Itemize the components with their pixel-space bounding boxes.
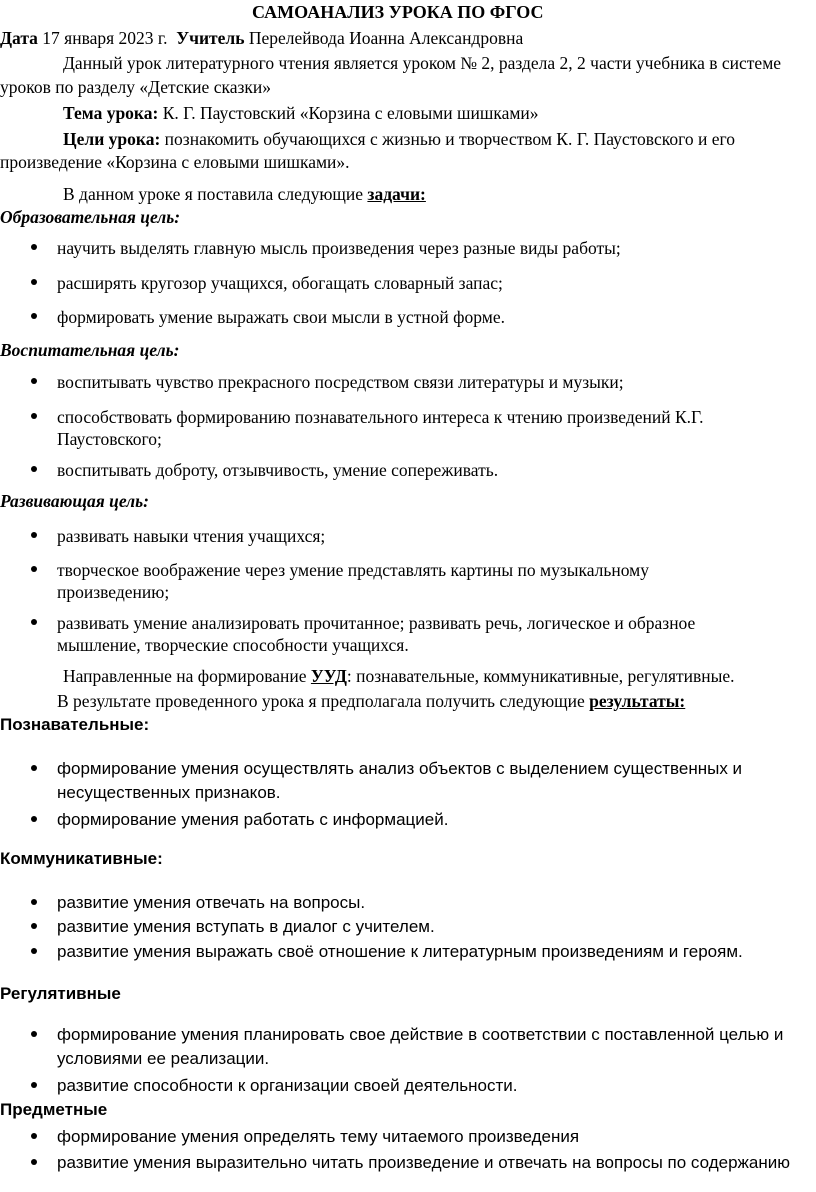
bullet-icon bbox=[31, 923, 37, 929]
goals-label: Цели урока: bbox=[63, 129, 161, 149]
bullet-icon bbox=[31, 566, 37, 572]
list-item: развитие умения выражать своё отношение к литературным произведениям и героям. bbox=[57, 942, 743, 961]
list-item: развитие способности к организации своей деятельности. bbox=[57, 1076, 518, 1095]
goals-line-2: произведение «Корзина с еловыми шишками». bbox=[0, 152, 350, 172]
cog-heading: Познавательные: bbox=[0, 715, 150, 734]
list-item-continuation: Паустовского; bbox=[57, 429, 162, 449]
list-item-continuation: произведению; bbox=[57, 582, 170, 602]
topic-value: К. Г. Паустовский «Корзина с еловыми шишками» bbox=[162, 103, 539, 123]
bullet-icon bbox=[31, 244, 37, 250]
list-item: формировать умение выражать свои мысли в устной форме. bbox=[57, 307, 505, 327]
list-item: воспитывать доброту, отзывчивость, умение сопереживать. bbox=[57, 460, 499, 480]
uud-prefix: Направленные на формирование bbox=[63, 666, 307, 686]
list-item: развитие умения выразительно читать произведение и отвечать на вопросы по содержанию bbox=[57, 1153, 790, 1172]
bullet-icon bbox=[31, 378, 37, 384]
list-item: воспитывать чувство прекрасного посредством связи литературы и музыки; bbox=[57, 372, 624, 392]
bullet-icon bbox=[31, 1082, 37, 1088]
list-item: расширять кругозор учащихся, обогащать словарный запас; bbox=[57, 273, 503, 293]
date-teacher-line bbox=[0, 27, 523, 49]
bullet-icon bbox=[31, 466, 37, 472]
list-item: формирование умения планировать свое действие в соответствии с поставленной целью и bbox=[57, 1025, 784, 1044]
list-item: развивать умение анализировать прочитанное; развивать речь, логическое и образное bbox=[57, 613, 696, 633]
results-word: результаты: bbox=[589, 691, 686, 711]
topic-line bbox=[63, 102, 539, 124]
topic-label: Тема урока: bbox=[63, 103, 159, 123]
bullet-icon bbox=[31, 899, 37, 905]
tasks-word: задачи: bbox=[367, 184, 426, 204]
bullet-icon bbox=[31, 765, 37, 771]
intro-line-2: уроков по разделу «Детские сказки» bbox=[0, 77, 271, 97]
bullet-icon bbox=[31, 413, 37, 419]
bullet-icon bbox=[31, 1133, 37, 1139]
reg-heading: Регулятивные bbox=[0, 984, 121, 1003]
goals-value: познакомить обучающихся с жизнью и творчеством К. Г. Паустовского и его bbox=[164, 129, 735, 149]
list-item: развивать навыки чтения учащихся; bbox=[57, 526, 326, 546]
uud-word: УУД bbox=[310, 666, 347, 686]
bullet-icon bbox=[31, 1159, 37, 1165]
list-item-continuation: несущественных признаков. bbox=[57, 783, 281, 802]
tasks-line bbox=[63, 183, 426, 205]
bullet-icon bbox=[31, 279, 37, 285]
dev-heading: Развивающая цель: bbox=[0, 491, 149, 511]
edu-heading: Образовательная цель: bbox=[0, 207, 181, 227]
results-line bbox=[57, 690, 685, 712]
date-label: Дата bbox=[0, 28, 38, 48]
bullet-icon bbox=[31, 619, 37, 625]
list-item: формирование умения определять тему читаемого произведения bbox=[57, 1127, 580, 1146]
list-item: развитие умения вступать в диалог с учителем. bbox=[57, 917, 435, 936]
list-item: способствовать формированию познавательного интереса к чтению произведений К.Г. bbox=[57, 407, 704, 427]
list-item: формирование умения работать с информацией. bbox=[57, 810, 449, 829]
bullet-icon bbox=[31, 532, 37, 538]
upbr-heading: Воспитательная цель: bbox=[0, 340, 180, 360]
results-prefix: В результате проведенного урока я предполагала получить следующие bbox=[57, 691, 585, 711]
tasks-prefix: В данном уроке я поставила следующие bbox=[63, 184, 364, 204]
bullet-icon bbox=[31, 816, 37, 822]
goals-line-1 bbox=[63, 128, 735, 150]
bullet-icon bbox=[31, 948, 37, 954]
bullet-icon bbox=[31, 313, 37, 319]
list-item-continuation: условиями ее реализации. bbox=[57, 1049, 270, 1068]
list-item: творческое воображение через умение представлять картины по музыкальному bbox=[57, 560, 650, 580]
list-item: формирование умения осуществлять анализ объектов с выделением существенных и bbox=[57, 759, 743, 778]
date-value: 17 января 2023 г. bbox=[42, 28, 168, 48]
uud-line bbox=[63, 665, 735, 687]
list-item: научить выделять главную мысль произведения через разные виды работы; bbox=[57, 238, 621, 258]
list-item-continuation: мышление, творческие способности учащихся. bbox=[57, 635, 409, 655]
comm-heading: Коммуникативные: bbox=[0, 849, 163, 868]
teacher-label: Учитель bbox=[176, 28, 245, 48]
intro-line-1: Данный урок литературного чтения является уроком № 2, раздела 2, 2 части учебника в системе bbox=[63, 53, 782, 73]
subj-heading: Предметные bbox=[0, 1100, 108, 1119]
list-item: развитие умения отвечать на вопросы. bbox=[57, 893, 366, 912]
teacher-value: Перелейвода Иоанна Александровна bbox=[248, 28, 524, 48]
uud-suffix: : познавательные, коммуникативные, регулятивные. bbox=[346, 666, 735, 686]
bullet-icon bbox=[31, 1031, 37, 1037]
document-title: САМОАНАЛИЗ УРОКА ПО ФГОС bbox=[252, 2, 544, 22]
